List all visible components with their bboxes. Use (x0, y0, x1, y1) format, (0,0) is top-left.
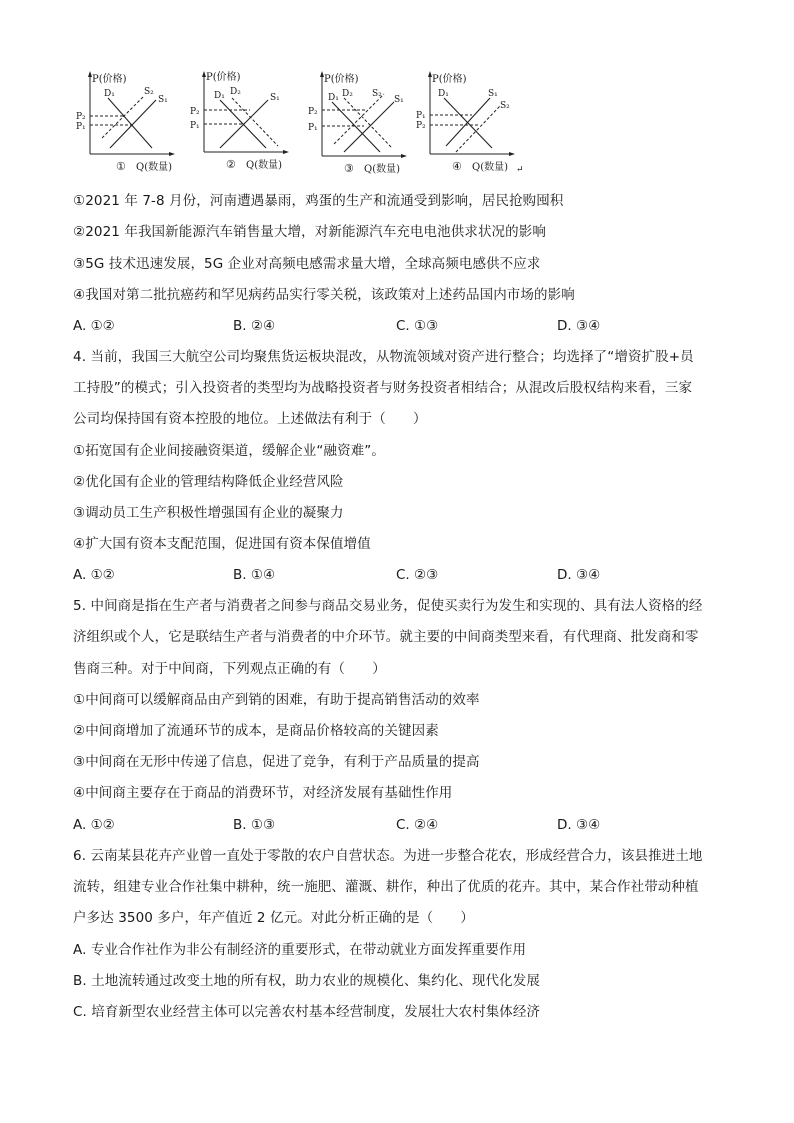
q3-item-3: ③5G 技术迅速发展，5G 企业对高频电感需求量大增，全球高频电感供不应求 (73, 256, 541, 272)
curve-label: D₁ (104, 89, 115, 99)
price-label: P₂ (76, 112, 86, 122)
curve-label: S₁ (270, 93, 280, 103)
q5-stem-line-3: 售商三种。对于中间商，下列观点正确的有（ ） (73, 661, 386, 677)
q5-option-d[interactable]: D. ③④ (557, 817, 601, 833)
price-label: P₁ (416, 111, 426, 121)
diagram-number: ② (226, 158, 236, 171)
diagram-4 (412, 68, 524, 180)
return-mark: ↵ (516, 165, 524, 175)
q3-item-4: ④我国对第二批抗癌药和罕见病药品实行零关税，该政策对上述药品国内市场的影响 (73, 287, 575, 303)
demand-curve-d1 (108, 98, 152, 148)
q5-option-c[interactable]: C. ②④ (396, 817, 439, 833)
q6-stem-line-2: 流转，组建专业合作社集中耕种，统一施肥、灌溉、耕作，种出了优质的花卉。其中，某合作社带动种植 (73, 879, 699, 895)
x-axis-label: Q(数量) (472, 162, 509, 173)
diagram-1 (72, 68, 184, 180)
q3-item-1: ①2021 年 7-8 月份，河南遭遇暴雨，鸡蛋的生产和流通受到影响，居民抢购囤积 (73, 193, 564, 209)
q4-stem-line-3: 公司均保持国有资本控股的地位。上述做法有利于（ ） (73, 411, 427, 427)
y-axis-label: P(价格) (324, 74, 359, 85)
supply-curve-s2 (456, 106, 500, 152)
supply-curve-s1 (344, 102, 394, 152)
q5-stem-line-2: 济组织或个人，它是联结生产者与消费者的中介环节。就主要的中间商类型来看，有代理商、批发商和零 (73, 629, 699, 645)
q4-stem-line-1: 4. 当前，我国三大航空公司均聚焦货运板块混改，从物流领域对资产进行整合；均选择了“增资扩股+员 (73, 349, 694, 365)
demand-curve-d2 (232, 98, 278, 146)
diagram-2 (186, 68, 298, 180)
q4-item-2: ②优化国有企业的管理结构降低企业经营风险 (73, 474, 344, 490)
q5-item-1: ①中间商可以缓解商品由产到销的困难，有助于提高销售活动的效率 (73, 692, 480, 708)
q4-option-d[interactable]: D. ③④ (557, 567, 601, 583)
q5-item-2: ②中间商增加了流通环节的成本，是商品价格较高的关键因素 (73, 723, 439, 739)
curve-label: S₂ (500, 101, 510, 111)
curve-label: S₂ (372, 89, 382, 99)
price-label: P₂ (308, 107, 318, 117)
x-axis-label: Q(数量) (364, 164, 401, 175)
curve-label: D₁ (438, 89, 449, 99)
q4-option-b[interactable]: B. ①④ (233, 567, 276, 583)
y-axis-label: P(价格) (432, 74, 467, 85)
q5-option-a[interactable]: A. ①② (73, 817, 115, 833)
q5-stem-line-1: 5. 中间商是指在生产者与消费者之间参与商品交易业务，促使买卖行为发生和实现的、具有法人资格的经 (73, 598, 703, 614)
q6-stem-line-1: 6. 云南某县花卉产业曾一直处于零散的农户自营状态。为进一步整合花农，形成经营合力，该县推进土地 (73, 848, 703, 864)
q4-item-1: ①拓宽国有企业间接融资渠道，缓解企业“融资难”。 (73, 443, 385, 459)
q6-option-a[interactable]: A. 专业合作社作为非公有制经济的重要形式，在带动就业方面发挥重要作用 (73, 942, 527, 958)
curve-label: S₁ (158, 95, 168, 105)
demand-curve-d1 (332, 102, 380, 152)
price-label: P₁ (76, 122, 86, 132)
curve-label: D₂ (230, 87, 241, 97)
q5-option-b[interactable]: B. ①③ (233, 817, 276, 833)
q4-item-3: ③调动员工生产积极性增强国有企业的凝聚力 (73, 505, 344, 521)
q5-item-3: ③中间商在无形中传递了信息，促进了竞争，有利于产品质量的提高 (73, 754, 480, 770)
q4-item-4: ④扩大国有资本支配范围，促进国有资本保值增值 (73, 536, 371, 552)
q6-option-b[interactable]: B. 土地流转通过改变土地的所有权，助力农业的规模化、集约化、现代化发展 (73, 973, 540, 989)
q5-item-4: ④中间商主要存在于商品的消费环节，对经济发展有基础性作用 (73, 785, 453, 801)
q4-stem-line-2: 工持股”的模式；引入投资者的类型均为战略投资者与财务投资者相结合；从混改后股权结构来看，三家 (73, 380, 693, 396)
diagram-number: ③ (344, 162, 354, 175)
y-axis-label: P(价格) (92, 74, 127, 85)
q6-stem-line-3: 户多达 3500 多户，年产值近 2 亿元。对此分析正确的是（ ） (73, 910, 475, 926)
curve-label: D₂ (342, 89, 353, 99)
curve-label: S₁ (488, 89, 498, 99)
x-axis-label: Q(数量) (246, 160, 283, 171)
x-axis-label: Q(数量) (136, 162, 173, 173)
q3-item-2: ②2021 年我国新能源汽车销售量大增，对新能源汽车充电电池供求状况的影响 (73, 224, 546, 240)
diagram-3 (304, 68, 416, 180)
price-label: P₁ (190, 121, 200, 131)
curve-label: S₂ (144, 87, 154, 97)
supply-demand-diagrams (72, 68, 532, 180)
supply-curve-s1 (110, 100, 156, 148)
q4-option-c[interactable]: C. ②③ (396, 567, 439, 583)
q3-option-b[interactable]: B. ②④ (233, 318, 276, 334)
y-axis-label: P(价格) (206, 72, 241, 83)
price-label: P₂ (416, 121, 426, 131)
price-label: P₂ (190, 107, 200, 117)
diagram-number: ④ (452, 160, 462, 173)
curve-label: S₁ (394, 95, 404, 105)
q6-option-c[interactable]: C. 培育新型农业经营主体可以完善农村基本经营制度，发展壮大农村集体经济 (73, 1004, 541, 1020)
curve-label: D₁ (214, 91, 225, 101)
diagram-number: ① (116, 160, 126, 173)
price-label: P₁ (308, 123, 318, 133)
demand-curve-d2 (344, 98, 392, 148)
curve-label: D₁ (328, 93, 339, 103)
q3-option-a[interactable]: A. ①② (73, 318, 115, 334)
q4-option-a[interactable]: A. ①② (73, 567, 115, 583)
q3-option-d[interactable]: D. ③④ (557, 318, 601, 334)
q3-option-c[interactable]: C. ①③ (396, 318, 439, 334)
